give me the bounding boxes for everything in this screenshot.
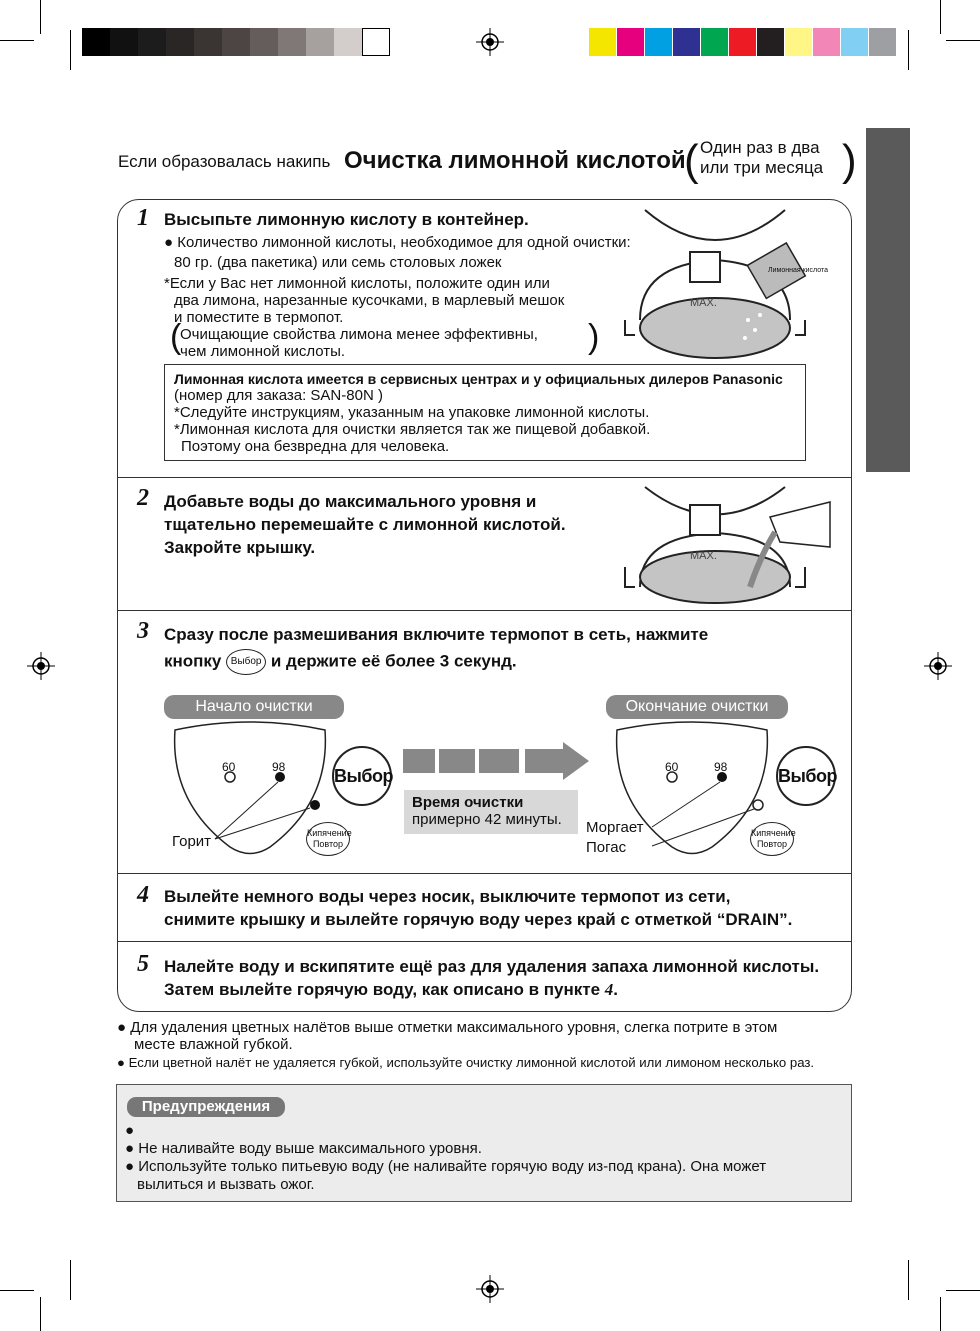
registration-mark-icon xyxy=(476,1275,504,1303)
process-swatch xyxy=(813,28,840,56)
paren-open: ( xyxy=(684,136,699,185)
step-2-line-1: Добавьте воды до максимального уровня и xyxy=(164,492,537,511)
crop-mark xyxy=(940,1297,941,1331)
process-swatch xyxy=(729,28,756,56)
gray-swatch xyxy=(110,28,138,56)
header-prefix: Если образовалась накипь xyxy=(118,152,331,171)
step-3-line-2-pre: кнопку xyxy=(164,651,222,671)
control-panel-end xyxy=(612,722,772,862)
crop-mark xyxy=(908,30,909,70)
gray-swatch xyxy=(138,28,166,56)
paren-open: ( xyxy=(170,318,182,356)
info-line-3: *Следуйте инструкциям, указанным на упаковке лимонной кислоты. xyxy=(174,404,650,421)
process-swatch xyxy=(589,28,616,56)
step-1-number: 1 xyxy=(137,205,149,231)
warning-2-text: Не наливайте воду выше максимального уровня. xyxy=(138,1140,482,1157)
gray-swatch xyxy=(194,28,222,56)
info-line-2: (номер для заказа: SAN-80N ) xyxy=(174,387,383,404)
process-swatch xyxy=(841,28,868,56)
step-divider xyxy=(117,477,852,478)
cleaning-time-title: Время очистки xyxy=(412,794,524,811)
gray-swatch xyxy=(334,28,362,56)
repeat-label: Повтор xyxy=(312,839,344,849)
step-5-number: 5 xyxy=(137,951,149,977)
crop-mark xyxy=(946,40,980,41)
temp-98-label: 98 xyxy=(714,760,728,774)
step-5-line-2-pre: Затем вылейте горячую воду, как описано в пункте xyxy=(164,980,601,999)
note-1: ● Для удаления цветных налётов выше отметки максимального уровня, слегка потрите в этом xyxy=(117,1019,778,1036)
temp-60-label: 60 xyxy=(222,760,236,774)
note-2: ● Если цветной налёт не удаляется губкой, используйте очистку лимонной кислотой или лимоном несколько раз. xyxy=(117,1055,815,1070)
lit-label: Горит xyxy=(172,833,212,850)
paren-close: ) xyxy=(842,136,857,185)
crop-mark xyxy=(0,40,34,41)
max-mark: MAX. xyxy=(690,550,717,562)
note-1-line-1: Для удаления цветных налётов выше отметки максимального уровня, слегка потрите в этом xyxy=(130,1019,778,1036)
warning-3-line-1: Используйте только питьевую воду (не наливайте горячую воду из-под крана). Она может xyxy=(138,1158,767,1175)
led-boil xyxy=(310,800,320,810)
process-swatch xyxy=(869,28,896,56)
crop-mark xyxy=(40,1297,41,1331)
step-5-line-2 xyxy=(164,978,618,1001)
step-ref: 4 xyxy=(604,980,614,999)
step-3-line-1: Сразу после размешивания включите термопот в сеть, нажмите xyxy=(164,625,709,644)
step-1-note-line-3: и поместите в термопот. xyxy=(174,309,344,326)
crop-mark xyxy=(0,1290,34,1291)
step-divider xyxy=(117,873,852,874)
process-swatch xyxy=(785,28,812,56)
max-mark: MAX. xyxy=(690,297,717,309)
cleaning-time-value: примерно 42 минуты. xyxy=(412,811,562,828)
step-1-paren-line-1: Очищающие свойства лимона менее эффективны, xyxy=(180,326,538,343)
gray-swatch xyxy=(306,28,334,56)
thermopot-fill-water-illustration xyxy=(620,487,835,597)
step-4-line-2: снимите крышку и вылейте горячую воду через край с отметкой “DRAIN”. xyxy=(164,910,793,929)
step-4-number: 4 xyxy=(137,882,149,908)
interval-line-1: Один раз в два xyxy=(700,138,820,157)
select-button: Выбор xyxy=(332,746,392,806)
step-divider xyxy=(117,941,852,942)
crop-mark xyxy=(70,1260,71,1300)
step-2-line-2: тщательно перемешайте с лимонной кислотой. xyxy=(164,515,566,534)
info-line-4: *Лимонная кислота для очистки является так же пищевой добавкой. xyxy=(174,421,651,438)
step-3-line-2-post: и держите её более 3 секунд. xyxy=(270,651,517,671)
gray-swatch xyxy=(166,28,194,56)
crop-mark xyxy=(940,0,941,34)
crop-mark xyxy=(908,1260,909,1300)
boil-repeat-button xyxy=(306,822,350,856)
step-1-note-line-2: два лимона, нарезанные кусочками, в марлевый мешок xyxy=(174,292,565,309)
warning-2: ● Не наливайте воду выше максимального уровня. xyxy=(125,1140,482,1157)
temp-98-label: 98 xyxy=(272,760,286,774)
boil-label: Кипячение xyxy=(307,828,352,838)
step-1-bullet-line-2: 80 гр. (два пакетика) или семь столовых ложек xyxy=(174,254,502,271)
gray-swatch xyxy=(82,28,110,56)
page-header xyxy=(118,136,858,185)
step-4-line-1: Вылейте немного воды через носик, выключите термопот из сети, xyxy=(164,887,731,906)
crop-mark xyxy=(40,0,41,34)
end-cleaning-label: Окончание очистки xyxy=(606,695,788,719)
gray-swatch xyxy=(362,28,390,56)
boil-label: Кипячение xyxy=(751,828,796,838)
step-2-line-3: Закройте крышку. xyxy=(164,538,316,557)
note-1-line-2: месте влажной губкой. xyxy=(134,1036,293,1053)
process-swatch xyxy=(673,28,700,56)
start-cleaning-label: Начало очистки xyxy=(164,695,344,719)
process-swatch xyxy=(617,28,644,56)
process-swatch xyxy=(757,28,784,56)
process-swatch xyxy=(645,28,672,56)
note-2-text: Если цветной налёт не удаляется губкой, используйте очистку лимонной кислотой или лимоном несколько раз. xyxy=(128,1055,815,1070)
cleaning-time-box xyxy=(404,790,578,834)
crop-mark xyxy=(946,1290,980,1291)
select-button: Выбор xyxy=(776,746,836,806)
info-line-1: Лимонная кислота имеется в сервисных центрах и у официальных дилеров Panasonic xyxy=(174,371,783,387)
warning-1: ● xyxy=(125,1122,135,1139)
warning-3: ● Используйте только питьевую воду (не наливайте горячую воду из-под крана). Она может xyxy=(125,1158,767,1175)
step-1-heading: Высыпьте лимонную кислоту в контейнер. xyxy=(164,210,529,229)
warnings-title: Предупреждения xyxy=(127,1097,285,1117)
step-2-number: 2 xyxy=(137,485,149,511)
page-title: Очистка лимонной кислотой xyxy=(344,147,686,174)
registration-mark-icon xyxy=(924,652,952,680)
gray-swatch xyxy=(250,28,278,56)
registration-mark-icon xyxy=(27,652,55,680)
temp-60-label: 60 xyxy=(665,760,679,774)
registration-mark-icon xyxy=(476,28,504,56)
gray-swatch xyxy=(278,28,306,56)
step-1-note-line-1: *Если у Вас нет лимонной кислоты, положите один или xyxy=(164,275,550,292)
off-label: Погас xyxy=(586,839,627,856)
warning-3-line-2: вылиться и вызвать ожог. xyxy=(137,1176,315,1193)
step-5-line-2-end: . xyxy=(613,980,619,999)
citric-acid-packet-label: Лимонная кислота xyxy=(768,267,828,274)
info-line-5: Поэтому она безвредна для человека. xyxy=(181,438,450,455)
step-3-line-2 xyxy=(164,649,517,675)
gray-swatch xyxy=(222,28,250,56)
process-swatch xyxy=(701,28,728,56)
step-divider xyxy=(117,610,852,611)
step-3-number: 3 xyxy=(137,618,149,644)
repeat-label: Повтор xyxy=(756,839,788,849)
led-boil xyxy=(753,800,763,810)
select-button-inline: Выбор xyxy=(226,649,266,675)
side-tab xyxy=(866,128,910,472)
paren-close: ) xyxy=(588,318,600,356)
step-1-paren-line-2: чем лимонной кислоты. xyxy=(180,343,346,360)
step-5-line-1: Налейте воду и вскипятите ещё раз для удаления запаха лимонной кислоты. xyxy=(164,957,820,976)
progress-arrow-icon xyxy=(403,742,589,780)
interval-line-2: или три месяца xyxy=(700,158,824,177)
blink-label: Моргает xyxy=(586,819,644,836)
crop-mark xyxy=(70,30,71,70)
thermopot-citric-acid-illustration xyxy=(620,210,828,355)
step-1-bullet: ● Количество лимонной кислоты, необходимое для одной очистки: xyxy=(164,234,631,251)
boil-repeat-button xyxy=(750,822,794,856)
step-1-bullet-line-1: Количество лимонной кислоты, необходимое для одной очистки: xyxy=(177,234,631,251)
